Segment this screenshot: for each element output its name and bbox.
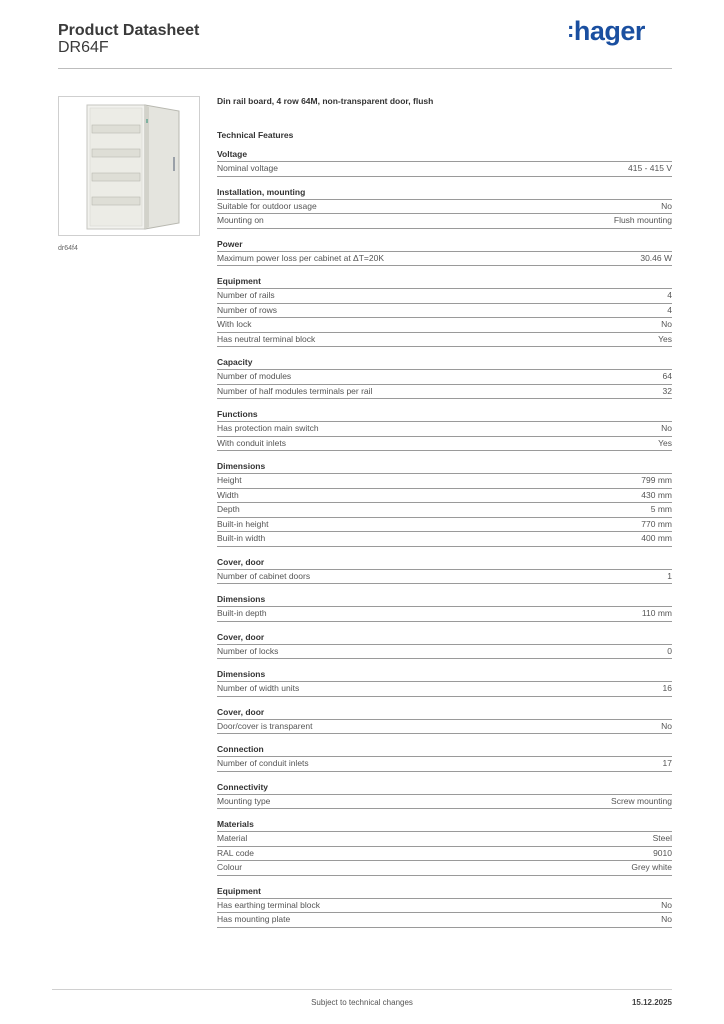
image-caption: dr64f4 — [58, 245, 78, 252]
product-description: Din rail board, 4 row 64M, non-transparent door, flush — [217, 96, 434, 106]
spec-label: Built-in width — [217, 533, 266, 543]
spec-value: No — [661, 319, 672, 329]
spec-value: 110 mm — [641, 608, 672, 618]
spec-row — [217, 370, 672, 385]
group-title: Connectivity — [217, 781, 672, 795]
group-title: Functions — [217, 408, 672, 422]
spec-label: Mounting on — [217, 215, 264, 225]
spec-label: Number of rows — [217, 304, 277, 315]
group-title: Connection — [217, 743, 672, 757]
spec-label: Number of cabinet doors — [217, 570, 311, 581]
specs-content — [217, 96, 672, 937]
spec-label: Maximum power loss per cabinet at ΔT=20K — [217, 252, 385, 263]
group-title: Materials — [217, 818, 672, 832]
group-title: Installation, mounting — [217, 186, 672, 200]
feature-groups — [217, 148, 672, 928]
hager-logo: :hager — [567, 16, 645, 46]
footer-divider — [52, 989, 672, 990]
spec-value: No — [661, 914, 672, 924]
spec-label: Depth — [217, 504, 240, 514]
spec-row — [217, 318, 672, 333]
spec-row — [217, 214, 672, 229]
spec-value: Steel — [652, 833, 672, 843]
feature-group — [217, 885, 672, 928]
spec-value: 799 mm — [641, 475, 672, 485]
spec-value: Yes — [658, 333, 672, 344]
spec-label: Number of locks — [217, 645, 279, 656]
feature-group — [217, 818, 672, 876]
spec-row — [217, 607, 672, 622]
spec-label: Built-in height — [217, 518, 269, 529]
spec-value: Yes — [658, 437, 672, 448]
spec-row — [217, 861, 672, 876]
feature-group — [217, 668, 672, 697]
page-title: Product Datasheet — [58, 22, 200, 39]
spec-value: 5 mm — [650, 504, 672, 514]
spec-label: Mounting type — [217, 795, 271, 806]
spec-row — [217, 304, 672, 319]
footer-date: 15.12.2025 — [631, 998, 672, 1007]
spec-value: 4 — [667, 290, 672, 300]
spec-value: 770 mm — [641, 518, 672, 529]
spec-value: 32 — [662, 385, 672, 396]
feature-group — [217, 148, 672, 177]
group-title: Equipment — [217, 885, 672, 899]
spec-label: Height — [217, 475, 242, 485]
spec-row — [217, 795, 672, 810]
spec-label: Built-in depth — [217, 608, 267, 618]
feature-group — [217, 781, 672, 810]
group-title: Voltage — [217, 148, 672, 162]
feature-group — [217, 460, 672, 547]
spec-row — [217, 532, 672, 547]
spec-value: 0 — [667, 645, 672, 656]
group-title: Cover, door — [217, 556, 672, 570]
logo-text: hager — [573, 16, 645, 46]
spec-label: Colour — [217, 862, 243, 872]
spec-label: Width — [217, 489, 239, 500]
spec-label: Material — [217, 833, 248, 843]
feature-group — [217, 356, 672, 399]
spec-value: No — [661, 200, 672, 211]
spec-label: Number of rails — [217, 290, 275, 300]
spec-value: Flush mounting — [613, 215, 672, 225]
spec-value: 430 mm — [641, 489, 672, 500]
spec-label: RAL code — [217, 847, 255, 858]
feature-group — [217, 593, 672, 622]
spec-label: Nominal voltage — [217, 163, 278, 173]
feature-group — [217, 238, 672, 267]
spec-label: Number of modules — [217, 371, 292, 381]
spec-row — [217, 847, 672, 862]
spec-value: No — [661, 899, 672, 910]
spec-label: Has earthing terminal block — [217, 899, 320, 910]
spec-label: Has neutral terminal block — [217, 333, 316, 344]
feature-group — [217, 408, 672, 451]
product-code: DR64F — [58, 39, 109, 56]
group-title: Cover, door — [217, 631, 672, 645]
spec-row — [217, 682, 672, 697]
spec-label: Has protection main switch — [217, 423, 319, 433]
group-title: Dimensions — [217, 460, 672, 474]
feature-group — [217, 631, 672, 660]
group-title: Equipment — [217, 275, 672, 289]
spec-row — [217, 913, 672, 928]
spec-row — [217, 720, 672, 735]
spec-row — [217, 200, 672, 215]
spec-value: 64 — [662, 371, 672, 381]
spec-value: Screw mounting — [611, 795, 672, 806]
spec-row — [217, 422, 672, 437]
group-title: Cover, door — [217, 706, 672, 720]
feature-group — [217, 186, 672, 229]
spec-value: 9010 — [653, 847, 672, 858]
feature-group — [217, 743, 672, 772]
spec-row — [217, 757, 672, 772]
cabinet-illustration — [59, 97, 199, 235]
spec-label: Door/cover is transparent — [217, 720, 313, 731]
spec-row — [217, 518, 672, 533]
group-title: Dimensions — [217, 668, 672, 682]
spec-row — [217, 645, 672, 660]
spec-row — [217, 252, 672, 267]
technical-features-heading: Technical Features — [217, 130, 294, 140]
spec-label: Has mounting plate — [217, 914, 291, 924]
spec-row — [217, 333, 672, 348]
spec-value: 1 — [667, 570, 672, 581]
spec-row — [217, 489, 672, 504]
spec-value: 17 — [662, 758, 672, 768]
product-image — [58, 96, 200, 236]
group-title: Capacity — [217, 356, 672, 370]
spec-value: 4 — [667, 304, 672, 315]
spec-row — [217, 162, 672, 177]
spec-value: No — [661, 720, 672, 731]
feature-group — [217, 556, 672, 585]
spec-label: Number of conduit inlets — [217, 758, 309, 768]
spec-row — [217, 474, 672, 489]
spec-label: Suitable for outdoor usage — [217, 200, 317, 211]
spec-row — [217, 503, 672, 518]
header-divider — [58, 68, 672, 69]
spec-label: Number of width units — [217, 683, 300, 693]
spec-row — [217, 437, 672, 452]
spec-row — [217, 832, 672, 847]
group-title: Power — [217, 238, 672, 252]
spec-row — [217, 289, 672, 304]
spec-value: 400 mm — [641, 533, 672, 543]
spec-value: Grey white — [631, 862, 672, 872]
feature-group — [217, 706, 672, 735]
spec-value: 30.46 W — [640, 252, 672, 263]
spec-value: 415 - 415 V — [628, 163, 672, 173]
spec-row — [217, 570, 672, 585]
spec-label: With conduit inlets — [217, 437, 286, 448]
spec-value: No — [661, 423, 672, 433]
spec-value: 16 — [662, 683, 672, 693]
feature-group — [217, 275, 672, 347]
footer-note: Subject to technical changes — [311, 998, 413, 1007]
spec-label: With lock — [217, 319, 252, 329]
spec-row — [217, 385, 672, 400]
spec-row — [217, 899, 672, 914]
group-title: Dimensions — [217, 593, 672, 607]
spec-label: Number of half modules terminals per rail — [217, 385, 373, 396]
